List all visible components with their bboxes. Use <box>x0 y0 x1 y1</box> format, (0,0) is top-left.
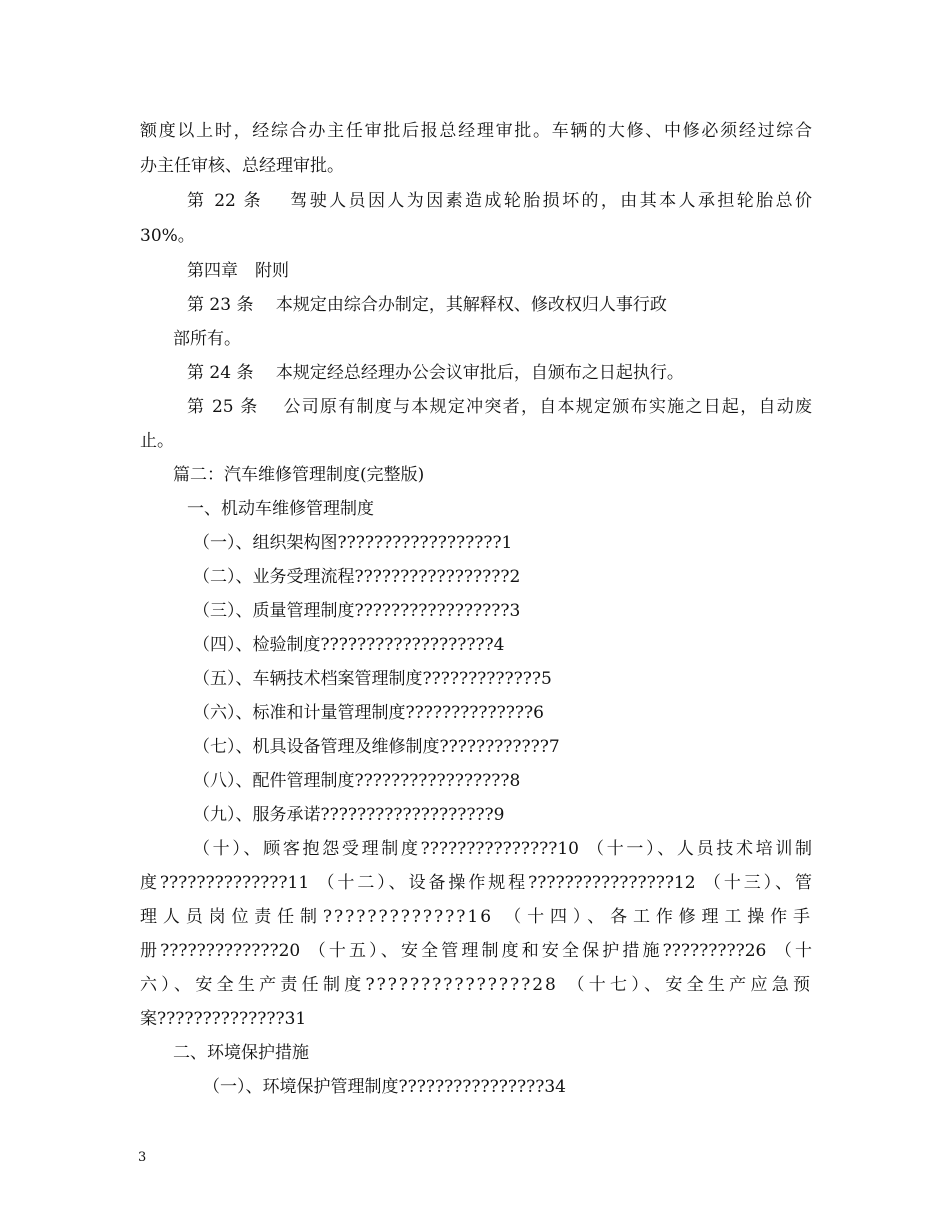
body-text-line: 办主任审核、总经理审批。 <box>140 156 344 176</box>
toc-item: （五）、车辆技术档案管理制度?????????????5 <box>193 669 552 689</box>
article-23: 第 23 条 本规定由综合办制定，其解释权、修改权归人事行政 <box>187 295 667 315</box>
toc-item: （一）、环境保护管理制度????????????????34 <box>203 1077 566 1097</box>
toc-item: （四）、检验制度???????????????????4 <box>193 635 505 655</box>
toc-paragraph-line: 度??????????????11 （十二）、设备操作规程????????????????12 （十三）、管 <box>140 873 812 893</box>
body-text-line: 30%。 <box>140 226 195 246</box>
toc-paragraph-line: 案??????????????31 <box>140 1009 307 1029</box>
toc-item: （一）、组织架构图??????????????????1 <box>193 533 513 553</box>
page-number: 3 <box>138 1150 147 1165</box>
toc-item: （八）、配件管理制度?????????????????8 <box>193 771 521 791</box>
toc-item: （九）、服务承诺???????????????????9 <box>193 805 505 825</box>
toc-item: （二）、业务受理流程?????????????????2 <box>193 567 521 587</box>
section-heading: 篇二：汽车维修管理制度(完整版) <box>173 465 425 485</box>
toc-paragraph-line: 册?????????????20 （十五）、安全管理制度和安全保护措施?????????26 （十 <box>140 941 812 961</box>
toc-item: （三）、质量管理制度?????????????????3 <box>193 601 521 621</box>
body-text-line: 额度以上时，经综合办主任审批后报总经理审批。车辆的大修、中修必须经过综合 <box>140 121 812 141</box>
article-24: 第 24 条 本规定经总经理办公会议审批后，自颁布之日起执行。 <box>187 363 684 383</box>
body-text-line: 止。 <box>140 431 174 451</box>
toc-paragraph-line: 理人员岗位责任制?????????????16 （十四）、各工作修理工操作手 <box>140 907 812 927</box>
toc-paragraph-line: （十）、顾客抱怨受理制度???????????????10 （十一）、人员技术培训制 <box>193 839 812 859</box>
article-22: 第 22 条 驾驶人员因人为因素造成轮胎损坏的，由其本人承担轮胎总价 <box>187 191 812 211</box>
toc-item: （七）、机具设备管理及维修制度????????????7 <box>193 737 560 757</box>
toc-paragraph-line: 六）、安全生产责任制度???????????????28 （十七）、安全生产应急预 <box>140 975 812 995</box>
section-heading: 二、环境保护措施 <box>173 1043 309 1063</box>
chapter-heading: 第四章 附则 <box>187 261 289 281</box>
article-25: 第 25 条 公司原有制度与本规定冲突者，自本规定颁布实施之日起，自动废 <box>187 397 812 417</box>
section-heading: 一、机动车维修管理制度 <box>187 499 374 519</box>
toc-item: （六）、标准和计量管理制度??????????????6 <box>193 703 544 723</box>
body-text-line: 部所有。 <box>173 329 241 349</box>
